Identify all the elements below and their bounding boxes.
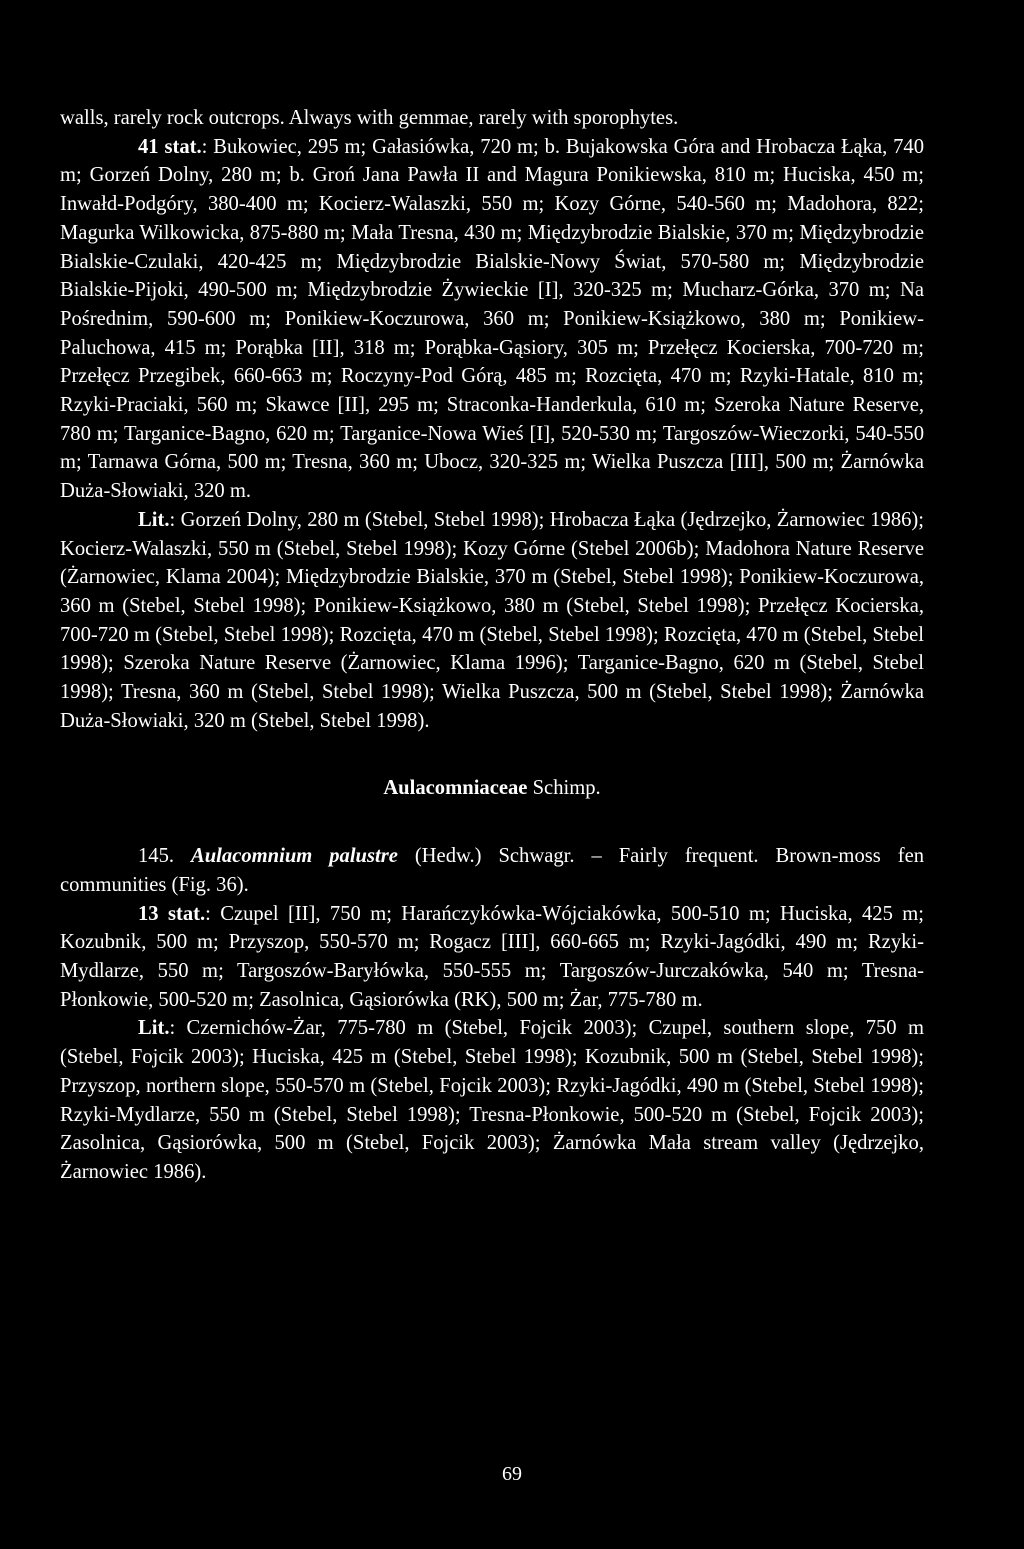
species-name: Aulacomnium palustre bbox=[190, 845, 398, 868]
species-entry bbox=[60, 842, 924, 899]
stat-label: 41 stat. bbox=[138, 135, 202, 158]
stat-text: : Czupel [II], 750 m; Harańczykówka-Wójciakówka, 500-510 m; Huciska, 425 m; Kozubnik, 500 m; Przyszop, 550-570 m; Rogacz [III], 660-665 m; Rzyki-Jagódki, 490 m; Rzyki-Mydlarze, 550 m; Targoszów-Baryłówka, 550-555 m; Targoszów-Jurczakówka, 540 m; Tresna-Płonkowie, 500-520 m; Zasolnica, Gąsiorówka (RK), 500 m; Żar, 775-780 m. bbox=[60, 902, 924, 1011]
page-body bbox=[60, 104, 924, 1187]
family-author: Schimp. bbox=[527, 777, 601, 800]
family-name: Aulacomniaceae bbox=[383, 777, 528, 800]
page-number: 69 bbox=[502, 1463, 522, 1485]
continuation-paragraph bbox=[60, 104, 924, 133]
localities-paragraph-1 bbox=[60, 133, 924, 506]
literature-paragraph-1 bbox=[60, 506, 924, 736]
species-number: 145. bbox=[138, 845, 191, 868]
lit-label: Lit. bbox=[138, 508, 170, 531]
lit-text: : Gorzeń Dolny, 280 m (Stebel, Stebel 1998); Hrobacza Łąka (Jędrzejko, Żarnowiec 1986); Kocierz-Walaszki, 550 m (Stebel, Stebel 1998); Kozy Górne (Stebel 2006b); Madohora Nature Reserve (Żarnowiec, Klama 2004); Międzybrodzie Bialskie, 370 m (Stebel, Stebel 1998); Ponikiew-Koczurowa, 360 m (Stebel, Stebel 1998); Ponikiew-Książkowo, 380 m (Stebel, Stebel 1998); Przełęcz Kocierska, 700-720 m (Stebel, Stebel 1998); Rozcięta, 470 m (Stebel, Stebel 1998); Rozcięta, 470 m (Stebel, Stebel 1998); Szeroka Nature Reserve (Żarnowiec, Klama 1996); Targanice-Bagno, 620 m (Stebel, Stebel 1998); Tresna, 360 m (Stebel, Stebel 1998); Wielka Puszcza, 500 m (Stebel, Stebel 1998); Żarnówka Duża-Słowiaki, 320 m (Stebel, Stebel 1998). bbox=[60, 508, 924, 732]
localities-paragraph-2 bbox=[60, 900, 924, 1015]
family-heading bbox=[60, 774, 924, 803]
stat-label: 13 stat. bbox=[138, 902, 206, 925]
lit-label: Lit. bbox=[138, 1017, 170, 1040]
lit-text: : Czernichów-Żar, 775-780 m (Stebel, Fojcik 2003); Czupel, southern slope, 750 m (Stebel, Fojcik 2003); Huciska, 425 m (Stebel, Stebel 1998); Kozubnik, 500 m (Stebel, Stebel 1998); Przyszop, northern slope, 550-570 m (Stebel, Fojcik 2003); Rzyki-Jagódki, 490 m (Stebel, Stebel 1998); Rzyki-Mydlarze, 550 m (Stebel, Stebel 1998); Tresna-Płonkowie, 500-520 m (Stebel, Fojcik 2003); Zasolnica, Gąsiorówka, 500 m (Stebel, Fojcik 2003); Żarnówka Mała stream valley (Jędrzejko, Żarnowiec 1986). bbox=[60, 1017, 924, 1183]
stat-text: : Bukowiec, 295 m; Gałasiówka, 720 m; b. Bujakowska Góra and Hrobacza Łąka, 740 m; Gorzeń Dolny, 280 m; b. Groń Jana Pawła II and Magura Ponikiewska, 810 m; Huciska, 450 m; Inwałd-Podgóry, 380-400 m; Kocierz-Walaszki, 550 m; Kozy Górne, 540-560 m; Madohora, 822; Magurka Wilkowicka, 875-880 m; Mała Tresna, 430 m; Międzybrodzie Bialskie, 370 m; Międzybrodzie Bialskie-Czulaki, 420-425 m; Międzybrodzie Bialskie-Nowy Świat, 570-580 m; Międzybrodzie Bialskie-Pijoki, 490-500 m; Międzybrodzie Żywieckie [I], 320-325 m; Mucharz-Górka, 370 m; Na Pośrednim, 590-600 m; Ponikiew-Koczurowa, 360 m; Ponikiew-Książkowo, 380 m; Ponikiew-Paluchowa, 415 m; Porąbka [II], 318 m; Porąbka-Gąsiory, 305 m; Przełęcz Kocierska, 700-720 m; Przełęcz Przegibek, 660-663 m; Roczyny-Pod Górą, 485 m; Rozcięta, 470 m; Rzyki-Hatale, 810 m; Rzyki-Praciaki, 560 m; Skawce [II], 295 m; Straconka-Handerkula, 610 m; Szeroka Nature Reserve, 780 m; Targanice-Bagno, 620 m; Targanice-Nowa Wieś [I], 520-530 m; Targoszów-Wieczorki, 540-550 m; Tarnawa Górna, 500 m; Tresna, 360 m; Ubocz, 320-325 m; Wielka Puszcza [III], 500 m; Żarnówka Duża-Słowiaki, 320 m. bbox=[60, 135, 925, 503]
literature-paragraph-2 bbox=[60, 1014, 924, 1186]
species-text: (Hedw.) Schwagr. – Fairly frequent. Brown-moss fen communities (Fig. 36). bbox=[60, 845, 925, 896]
continuation-text: walls, rarely rock outcrops. Always with gemmae, rarely with sporophytes. bbox=[60, 107, 679, 129]
